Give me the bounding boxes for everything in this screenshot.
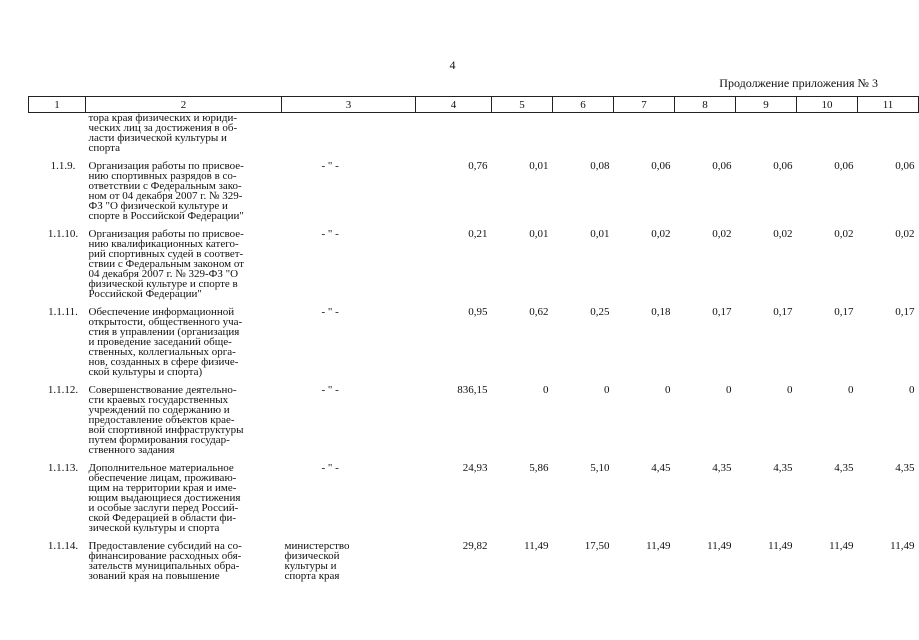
row-description	[86, 113, 282, 154]
description-line: ющим выдающиеся достижения	[88, 492, 241, 504]
column-header: 5	[492, 97, 553, 113]
value-cell: 24,93	[462, 462, 488, 474]
value-cell: 0,76	[468, 160, 488, 172]
value-cell	[797, 113, 858, 154]
table-row	[29, 385, 919, 455]
description-line: ственного задания	[88, 444, 175, 456]
table-row	[29, 113, 919, 154]
value-cell: 0	[726, 384, 732, 396]
row-code: 1.1.13.	[47, 462, 79, 474]
description-line: и проведение заседаний обще-	[88, 336, 232, 348]
value-cell: 0	[665, 384, 671, 396]
executor-line: - " -	[321, 228, 339, 240]
value-cell: 0,18	[651, 306, 671, 318]
column-header: 6	[553, 97, 614, 113]
value-cell: 11,49	[707, 540, 732, 552]
column-header: 3	[282, 97, 416, 113]
description-line: спорте в Российской Федерации"	[88, 210, 244, 222]
row-executor	[282, 229, 416, 299]
value-cell: 836,15	[457, 384, 488, 396]
row-description	[86, 463, 282, 533]
row-executor	[282, 385, 416, 455]
row-description	[86, 161, 282, 221]
value-cell: 0,06	[773, 160, 793, 172]
description-line: ской культуры и спорта)	[88, 366, 203, 378]
description-line: тора края физических и юриди-	[88, 112, 238, 124]
row-code: 1.1.12.	[47, 384, 79, 396]
value-cell: 0	[543, 384, 549, 396]
appendix-continuation-label: Продолжение приложения № 3	[719, 76, 878, 90]
description-line: Организация работы по присвое-	[88, 228, 244, 240]
value-cell: 0,01	[529, 228, 549, 240]
value-cell: 0	[848, 384, 854, 396]
executor-line: министерство	[284, 540, 350, 552]
description-line: ческих лиц за достижения в об-	[88, 122, 238, 134]
column-header: 10	[797, 97, 858, 113]
description-line: ственных, коллегиальных орга-	[88, 346, 236, 358]
column-header: 2	[86, 97, 282, 113]
row-code: 1.1.14.	[47, 540, 79, 552]
description-line: сти краевых государственных	[88, 394, 229, 406]
description-line: предоставление объектов крае-	[88, 414, 235, 426]
row-description	[86, 385, 282, 455]
value-cell: 0,06	[712, 160, 732, 172]
executor-line: - " -	[321, 306, 339, 318]
value-cell	[858, 113, 919, 154]
budget-table	[28, 96, 919, 581]
description-line: вой спортивной инфраструктуры	[88, 424, 244, 436]
value-cell: 0,01	[529, 160, 549, 172]
description-line: зований края на повышение	[88, 570, 220, 582]
column-header: 7	[614, 97, 675, 113]
description-line: путем формирования государ-	[88, 434, 230, 446]
executor-line: спорта края	[284, 570, 340, 582]
executor-line: культуры и	[284, 560, 337, 572]
description-line: ФЗ "О физической культуре и	[88, 200, 228, 212]
row-executor	[282, 113, 416, 154]
row-description	[86, 307, 282, 377]
value-cell: 0,17	[773, 306, 793, 318]
value-cell	[675, 113, 736, 154]
description-line: нию спортивных разрядов в со-	[88, 170, 237, 182]
value-cell: 11,49	[646, 540, 671, 552]
table-body	[29, 113, 919, 582]
value-cell: 0,06	[834, 160, 854, 172]
value-cell: 5,86	[529, 462, 549, 474]
page-number: 4	[449, 58, 456, 72]
column-header: 8	[675, 97, 736, 113]
value-cell	[553, 113, 614, 154]
value-cell: 0,17	[834, 306, 854, 318]
value-cell: 0,01	[590, 228, 610, 240]
value-cell: 0,62	[529, 306, 549, 318]
value-cell	[736, 113, 797, 154]
value-cell	[614, 113, 675, 154]
value-cell: 5,10	[590, 462, 610, 474]
description-line: обеспечение лицам, проживаю-	[88, 472, 237, 484]
description-line: ответствии с Федеральным зако-	[88, 180, 242, 192]
value-cell: 0	[604, 384, 610, 396]
description-line: учреждений по содержанию и	[88, 404, 230, 416]
value-cell: 0,17	[712, 306, 732, 318]
row-description	[86, 541, 282, 581]
executor-line: - " -	[321, 384, 339, 396]
column-header: 9	[736, 97, 797, 113]
value-cell: 0,06	[895, 160, 915, 172]
table-row	[29, 463, 919, 533]
value-cell	[492, 113, 553, 154]
value-cell: 0,08	[590, 160, 610, 172]
table-row	[29, 541, 919, 581]
value-cell: 0	[909, 384, 915, 396]
description-line: Обеспечение информационной	[88, 306, 235, 318]
value-cell: 4,35	[773, 462, 793, 474]
value-cell: 0	[787, 384, 793, 396]
description-line: нию квалификационных катего-	[88, 238, 239, 250]
value-cell: 4,35	[895, 462, 915, 474]
table-row	[29, 161, 919, 221]
description-line: щим на территории края и име-	[88, 482, 237, 494]
value-cell: 29,82	[462, 540, 488, 552]
value-cell: 0,02	[895, 228, 915, 240]
description-line: ласти физической культуры и	[88, 132, 227, 144]
value-cell: 0,06	[651, 160, 671, 172]
description-line: ствии с Федеральным законом от	[88, 258, 244, 270]
row-executor	[282, 307, 416, 377]
description-line: рий спортивных судей в соответ-	[88, 248, 244, 260]
value-cell: 0,17	[895, 306, 915, 318]
description-line: 04 декабря 2007 г. № 329-ФЗ "О	[88, 268, 239, 280]
executor-line: физической	[284, 550, 340, 562]
row-executor	[282, 463, 416, 533]
value-cell: 0,95	[468, 306, 488, 318]
value-cell: 17,50	[584, 540, 610, 552]
value-cell: 0,02	[773, 228, 793, 240]
value-cell: 0,02	[651, 228, 671, 240]
description-line: Дополнительное материальное	[88, 462, 234, 474]
description-line: Совершенствование деятельно-	[88, 384, 237, 396]
row-code	[29, 113, 86, 154]
description-line: и особые заслуги перед Россий-	[88, 502, 239, 514]
description-line: зательств муниципальных обра-	[88, 560, 240, 572]
description-line: ской Федерацией в области фи-	[88, 512, 237, 524]
description-line: физической культуре и спорте в	[88, 278, 238, 290]
description-line: Российской Федерации"	[88, 288, 202, 300]
value-cell: 0,21	[468, 228, 488, 240]
description-line: финансирование расходных обя-	[88, 550, 242, 562]
row-code: 1.1.11.	[48, 306, 78, 318]
value-cell: 0,02	[712, 228, 732, 240]
table-row	[29, 307, 919, 377]
column-header: 4	[416, 97, 492, 113]
description-line: Предоставление субсидий на со-	[88, 540, 242, 552]
value-cell: 11,49	[890, 540, 915, 552]
row-executor	[282, 161, 416, 221]
description-line: открытости, общественного уча-	[88, 316, 243, 328]
row-executor	[282, 541, 416, 581]
value-cell: 0,25	[590, 306, 610, 318]
value-cell: 4,35	[834, 462, 854, 474]
row-description	[86, 229, 282, 299]
description-line: ном от 04 декабря 2007 г. № 329-	[88, 190, 243, 202]
executor-line: - " -	[321, 160, 339, 172]
table-row	[29, 229, 919, 299]
value-cell	[416, 113, 492, 154]
value-cell: 4,45	[651, 462, 671, 474]
value-cell: 11,49	[768, 540, 793, 552]
value-cell: 11,49	[829, 540, 854, 552]
table-header-row	[29, 97, 919, 113]
executor-line: - " -	[321, 462, 339, 474]
description-line: нов, созданных в сфере физиче-	[88, 356, 239, 368]
value-cell: 11,49	[524, 540, 549, 552]
description-line: зической культуры и спорта	[88, 522, 220, 534]
value-cell: 4,35	[712, 462, 732, 474]
value-cell: 0,02	[834, 228, 854, 240]
column-header: 11	[858, 97, 919, 113]
column-header: 1	[29, 97, 86, 113]
description-line: стия в управлении (организация	[88, 326, 240, 338]
description-line: спорта	[88, 142, 120, 154]
row-code: 1.1.9.	[50, 160, 76, 172]
description-line: Организация работы по присвое-	[88, 160, 244, 172]
row-code: 1.1.10.	[47, 228, 79, 240]
